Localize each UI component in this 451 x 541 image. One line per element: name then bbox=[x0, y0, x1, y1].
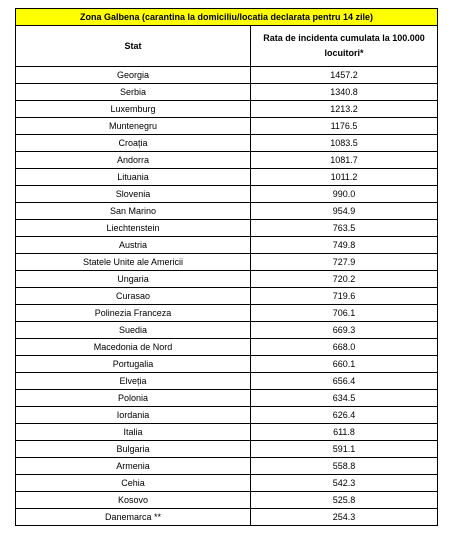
country-cell: Kosovo bbox=[16, 492, 251, 509]
incidence-rate-cell: 626.4 bbox=[251, 407, 438, 424]
table-row bbox=[16, 441, 438, 458]
country-cell: Curasao bbox=[16, 288, 251, 305]
incidence-rate-cell: 634.5 bbox=[251, 390, 438, 407]
table-row bbox=[16, 390, 438, 407]
incidence-rate-cell: 706.1 bbox=[251, 305, 438, 322]
country-cell: Italia bbox=[16, 424, 251, 441]
incidence-rate-cell: 720.2 bbox=[251, 271, 438, 288]
country-cell: Suedia bbox=[16, 322, 251, 339]
incidence-rate-cell: 990.0 bbox=[251, 186, 438, 203]
incidence-rate-cell: 763.5 bbox=[251, 220, 438, 237]
country-cell: Andorra bbox=[16, 152, 251, 169]
country-cell: Ungaria bbox=[16, 271, 251, 288]
country-cell: Statele Unite ale Americii bbox=[16, 254, 251, 271]
country-cell: Muntenegru bbox=[16, 118, 251, 135]
table-title-row bbox=[16, 9, 438, 26]
incidence-rate-cell: 558.8 bbox=[251, 458, 438, 475]
incidence-rate-cell: 660.1 bbox=[251, 356, 438, 373]
table-row bbox=[16, 322, 438, 339]
table-row bbox=[16, 118, 438, 135]
table-row bbox=[16, 492, 438, 509]
country-cell: Elveția bbox=[16, 373, 251, 390]
incidence-rate-cell: 749.8 bbox=[251, 237, 438, 254]
incidence-rate-cell: 719.6 bbox=[251, 288, 438, 305]
country-cell: Portugalia bbox=[16, 356, 251, 373]
country-cell: Polonia bbox=[16, 390, 251, 407]
incidence-rate-cell: 669.3 bbox=[251, 322, 438, 339]
country-cell: Austria bbox=[16, 237, 251, 254]
country-cell: Cehia bbox=[16, 475, 251, 492]
country-cell: Macedonia de Nord bbox=[16, 339, 251, 356]
table-row bbox=[16, 203, 438, 220]
table-row bbox=[16, 305, 438, 322]
country-cell: Serbia bbox=[16, 84, 251, 101]
incidence-rate-cell: 525.8 bbox=[251, 492, 438, 509]
incidence-rate-cell: 1457.2 bbox=[251, 67, 438, 84]
table-row bbox=[16, 424, 438, 441]
table-row bbox=[16, 271, 438, 288]
country-cell: Polinezia Franceza bbox=[16, 305, 251, 322]
incidence-rate-cell: 954.9 bbox=[251, 203, 438, 220]
table-row bbox=[16, 339, 438, 356]
table-row bbox=[16, 152, 438, 169]
incidence-rate-cell: 1176.5 bbox=[251, 118, 438, 135]
table-row bbox=[16, 84, 438, 101]
column-header-stat: Stat bbox=[16, 26, 251, 67]
table-row bbox=[16, 288, 438, 305]
country-cell: Liechtenstein bbox=[16, 220, 251, 237]
table-header-row bbox=[16, 26, 438, 67]
country-cell: Lituania bbox=[16, 169, 251, 186]
table-row bbox=[16, 135, 438, 152]
incidence-rate-cell: 542.3 bbox=[251, 475, 438, 492]
incidence-rate-cell: 591.1 bbox=[251, 441, 438, 458]
table-body bbox=[16, 67, 438, 526]
incidence-rate-cell: 668.0 bbox=[251, 339, 438, 356]
incidence-rate-cell: 1081.7 bbox=[251, 152, 438, 169]
country-cell: Bulgaria bbox=[16, 441, 251, 458]
incidence-rate-cell: 1340.8 bbox=[251, 84, 438, 101]
table-row bbox=[16, 254, 438, 271]
incidence-table-container bbox=[15, 8, 437, 526]
incidence-rate-cell: 254.3 bbox=[251, 509, 438, 526]
country-cell: Luxemburg bbox=[16, 101, 251, 118]
incidence-rate-cell: 656.4 bbox=[251, 373, 438, 390]
table-title: Zona Galbena (carantina la domiciliu/locatia declarata pentru 14 zile) bbox=[16, 9, 438, 26]
table-row bbox=[16, 169, 438, 186]
incidence-rate-cell: 611.8 bbox=[251, 424, 438, 441]
table-row bbox=[16, 101, 438, 118]
incidence-rate-cell: 1213.2 bbox=[251, 101, 438, 118]
table-row bbox=[16, 458, 438, 475]
table-row bbox=[16, 407, 438, 424]
incidence-rate-cell: 1011.2 bbox=[251, 169, 438, 186]
country-cell: Georgia bbox=[16, 67, 251, 84]
table-row bbox=[16, 186, 438, 203]
table-row bbox=[16, 237, 438, 254]
table-row bbox=[16, 67, 438, 84]
incidence-rate-cell: 1083.5 bbox=[251, 135, 438, 152]
column-header-rate: Rata de incidenta cumulata la 100.000 locuitori* bbox=[251, 26, 438, 67]
table-row bbox=[16, 509, 438, 526]
table-row bbox=[16, 220, 438, 237]
incidence-table bbox=[15, 8, 438, 526]
country-cell: Croația bbox=[16, 135, 251, 152]
table-row bbox=[16, 475, 438, 492]
incidence-rate-cell: 727.9 bbox=[251, 254, 438, 271]
country-cell: Slovenia bbox=[16, 186, 251, 203]
country-cell: Danemarca ** bbox=[16, 509, 251, 526]
country-cell: San Marino bbox=[16, 203, 251, 220]
country-cell: Armenia bbox=[16, 458, 251, 475]
country-cell: Iordania bbox=[16, 407, 251, 424]
table-row bbox=[16, 373, 438, 390]
table-row bbox=[16, 356, 438, 373]
